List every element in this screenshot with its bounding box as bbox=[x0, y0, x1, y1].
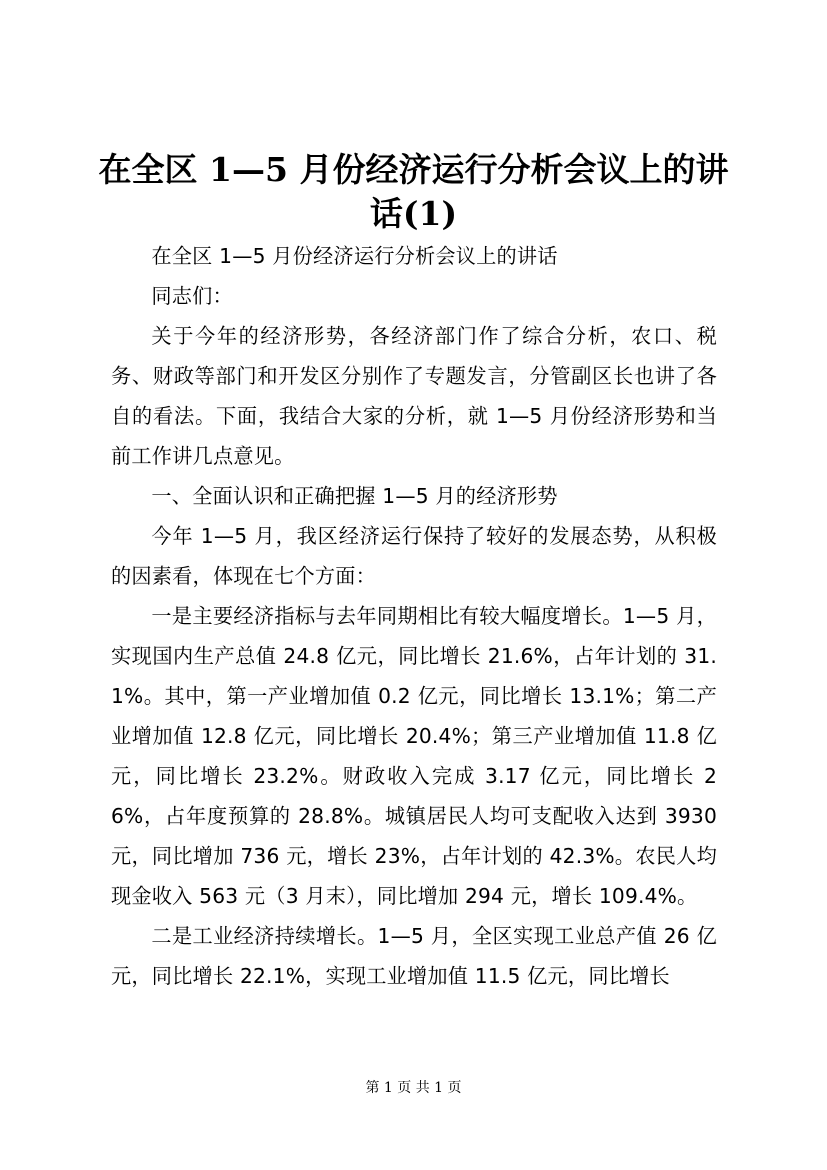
document-body bbox=[111, 236, 717, 996]
paragraph-overview: 今年 1—5 月，我区经济运行保持了较好的发展态势，从积极的因素看，体现在七个方面： bbox=[111, 524, 717, 588]
paragraph-salutation: 同志们： bbox=[151, 284, 233, 308]
paragraph-point-one: 一是主要经济指标与去年同期相比有较大幅度增长。1—5 月，实现国内生产总值 24.8 亿元，同比增长 21.6%，占年计划的 31.1%。其中，第一产业增加值 0.2 亿元，同比增长 13.1%；第二产业增加值 12.8 亿元，同比增长 20.4%；第三产业增加值 11.8 亿元，同比增长 23.2%。财政收入完成 3.17 亿元，同比增长 26%，占年度预算的 28.8%。城镇居民人均可支配收入达到 3930 元，同比增加 736 元，增长 23%，占年计划的 42.3%。农民人均现金收入 563 元（3 月末），同比增加 294 元，增长 109.4%。 bbox=[111, 604, 717, 908]
paragraph-point-two: 二是工业经济持续增长。1—5 月，全区实现工业总产值 26 亿元，同比增长 22.1%，实现工业增加值 11.5 亿元，同比增长 bbox=[111, 924, 717, 988]
paragraph-section-heading: 一、全面认识和正确把握 1—5 月的经济形势 bbox=[151, 484, 558, 508]
document-title: 在全区 1—5 月份经济运行分析会议上的讲话(1) bbox=[98, 150, 729, 233]
paragraph-intro: 关于今年的经济形势，各经济部门作了综合分析，农口、税务、财政等部门和开发区分别作了专题发言，分管副区长也讲了各自的看法。下面，我结合大家的分析，就 1—5 月份经济形势和当前工作讲几点意见。 bbox=[111, 324, 717, 468]
page-footer: 第 1 页 共 1 页 bbox=[365, 1080, 462, 1096]
paragraph-subtitle: 在全区 1—5 月份经济运行分析会议上的讲话 bbox=[151, 244, 558, 268]
